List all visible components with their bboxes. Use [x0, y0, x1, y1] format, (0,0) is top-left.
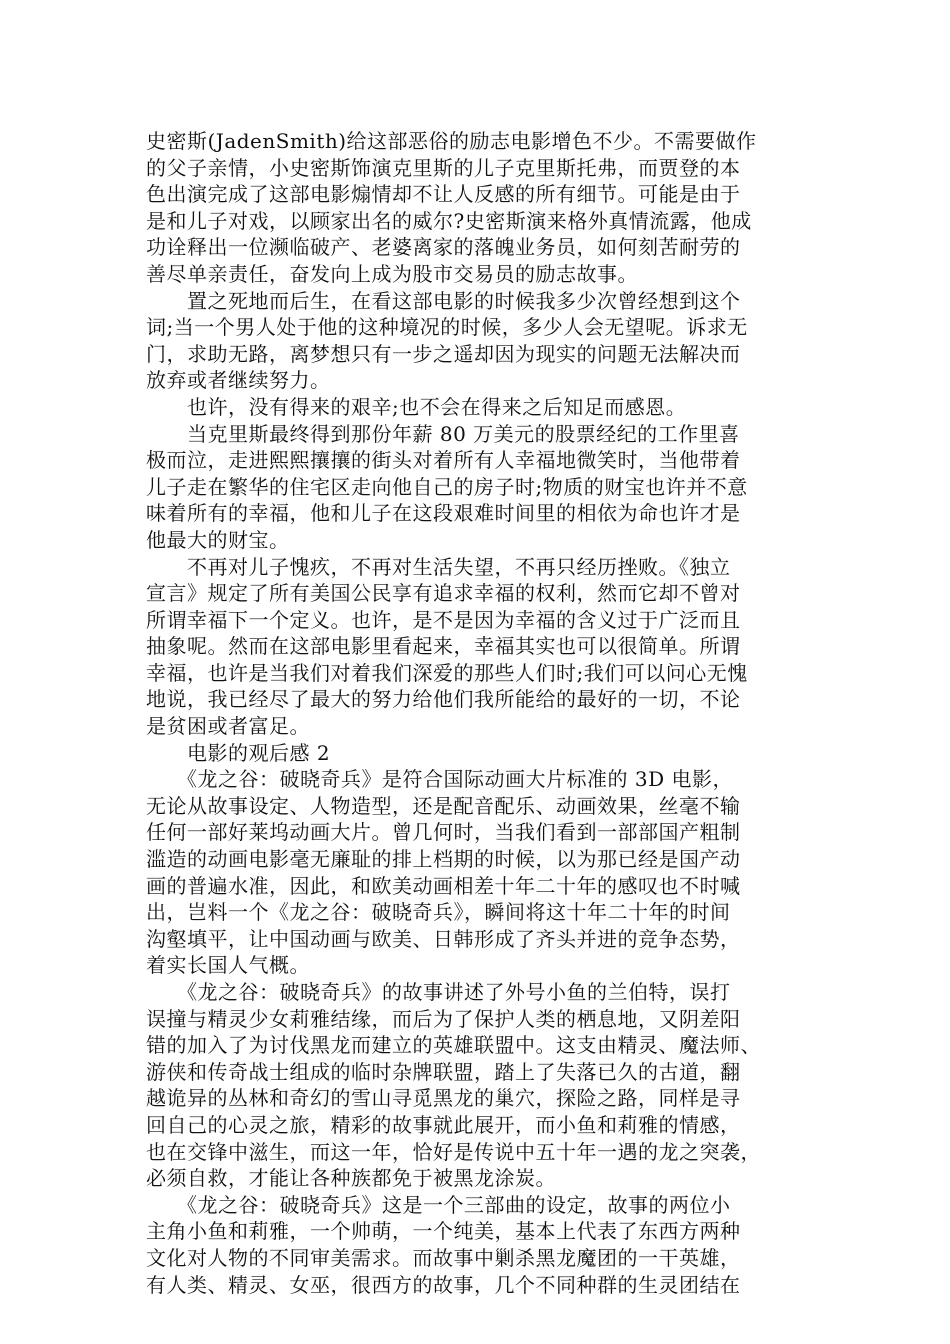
text-line: 史密斯(JadenSmith)给这部恶俗的励志电影增色不少。不需要做作 — [146, 129, 757, 153]
text-line: 置之死地而后生，在看这部电影的时候我多少次曾经想到这个 — [146, 288, 741, 313]
text-line: 也在交锋中滋生，而这一年，恰好是传说中五十年一遇的龙之突袭， — [146, 1139, 761, 1164]
text-line: 幸福，也许是当我们对着我们深爱的那些人们时;我们可以问心无愧 — [146, 660, 748, 685]
text-line: 功诠释出一位濒临破产、老婆离家的落魄业务员，如何刻苦耐劳的 — [146, 235, 741, 260]
text-line: 滥造的动画电影毫无廉耻的排上档期的时候，以为那已经是国产动 — [146, 847, 741, 872]
text-line: 是和儿子对戏，以顾家出名的威尔?史密斯演来格外真情流露，他成 — [146, 208, 752, 233]
text-line: 他最大的财宝。 — [146, 527, 290, 552]
text-line: 词;当一个男人处于他的这种境况的时候，多少人会无望呢。诉求无 — [146, 315, 748, 340]
document-body — [146, 128, 816, 1298]
text-line: 善尽单亲责任，奋发向上成为股市交易员的励志故事。 — [146, 261, 638, 286]
text-line: 文化对人物的不同审美需求。而故事中剿杀黑龙魔团的一干英雄， — [146, 1245, 741, 1270]
text-line: 色出演完成了这部电影煽情却不让人反感的所有细节。可能是由于 — [146, 182, 741, 207]
text-line: 抽象呢。然而在这部电影里看起来，幸福其实也可以很简单。所谓 — [146, 634, 741, 659]
text-line: 放弃或者继续努力。 — [146, 368, 331, 393]
text-line: 也许，没有得来的艰辛;也不会在得来之后知足而感恩。 — [146, 394, 687, 419]
text-line: 门，求助无路，离梦想只有一步之遥却因为现实的问题无法解决而 — [146, 341, 741, 366]
text-line: 错的加入了为讨伐黑龙而建立的英雄联盟中。这支由精灵、魔法师、 — [146, 1033, 761, 1058]
text-line: 越诡异的丛林和奇幻的雪山寻觅黑龙的巢穴，探险之路，同样是寻 — [146, 1086, 741, 1111]
text-line: 电影的观后感 2 — [146, 740, 331, 765]
text-line: 是贫困或者富足。 — [146, 714, 310, 739]
text-line: 出，岂料一个《龙之谷：破晓奇兵》，瞬间将这十年二十年的时间 — [146, 900, 731, 925]
text-line: 宣言》规定了所有美国公民享有追求幸福的权利，然而它却不曾对 — [146, 581, 741, 606]
text-line: 儿子走在繁华的住宅区走向他自己的房子时;物质的财宝也许并不意 — [146, 474, 748, 499]
text-line: 有人类、精灵、女巫，很西方的故事，几个不同种群的生灵团结在 — [146, 1272, 741, 1297]
text-line: 必须自救，才能让各种族都免于被黑龙涂炭。 — [146, 1166, 556, 1191]
text-line: 地说，我已经尽了最大的努力给他们我所能给的最好的一切，不论 — [146, 687, 741, 712]
text-line: 着实长国人气概。 — [146, 953, 310, 978]
text-line: 的父子亲情，小史密斯饰演克里斯的儿子克里斯托弗，而贾登的本 — [146, 155, 741, 180]
text-line: 《龙之谷：破晓奇兵》是符合国际动画大片标准的 3D 电影， — [146, 767, 733, 792]
text-line: 画的普遍水准，因此，和欧美动画相差十年二十年的感叹也不时喊 — [146, 873, 741, 898]
text-line: 极而泣，走进熙熙攘攘的街头对着所有人幸福地微笑时，当他带着 — [146, 448, 741, 473]
text-line: 《龙之谷：破晓奇兵》的故事讲述了外号小鱼的兰伯特，误打 — [146, 980, 731, 1004]
text-line: 误撞与精灵少女莉雅结缘，而后为了保护人类的栖息地，又阴差阳 — [146, 1006, 741, 1031]
text-line: 游侠和传奇战士组成的临时杂牌联盟，踏上了失落已久的古道，翻 — [146, 1059, 741, 1084]
text-line: 不再对儿子愧疚，不再对生活失望，不再只经历挫败。《独立 — [146, 554, 731, 579]
text-line: 当克里斯最终得到那份年薪 80 万美元的股票经纪的工作里喜 — [146, 421, 740, 446]
text-line: 味着所有的幸福，他和儿子在这段艰难时间里的相依为命也许才是 — [146, 501, 741, 526]
text-line: 沟壑填平，让中国动画与欧美、日韩形成了齐头并进的竞争态势， — [146, 926, 741, 951]
text-line: 任何一部好莱坞动画大片。曾几何时，当我们看到一部部国产粗制 — [146, 820, 741, 845]
text-line: 《龙之谷：破晓奇兵》这是一个三部曲的设定，故事的两位小 — [146, 1192, 731, 1217]
text-line: 回自己的心灵之旅，精彩的故事就此展开，而小鱼和莉雅的情感， — [146, 1112, 741, 1137]
text-line: 所谓幸福下一个定义。也许，是不是因为幸福的含义过于广泛而且 — [146, 607, 741, 632]
text-line: 无论从故事设定、人物造型，还是配音配乐、动画效果，丝毫不输 — [146, 793, 741, 818]
text-line: 主角小鱼和莉雅，一个帅萌，一个纯美，基本上代表了东西方两种 — [146, 1219, 741, 1244]
